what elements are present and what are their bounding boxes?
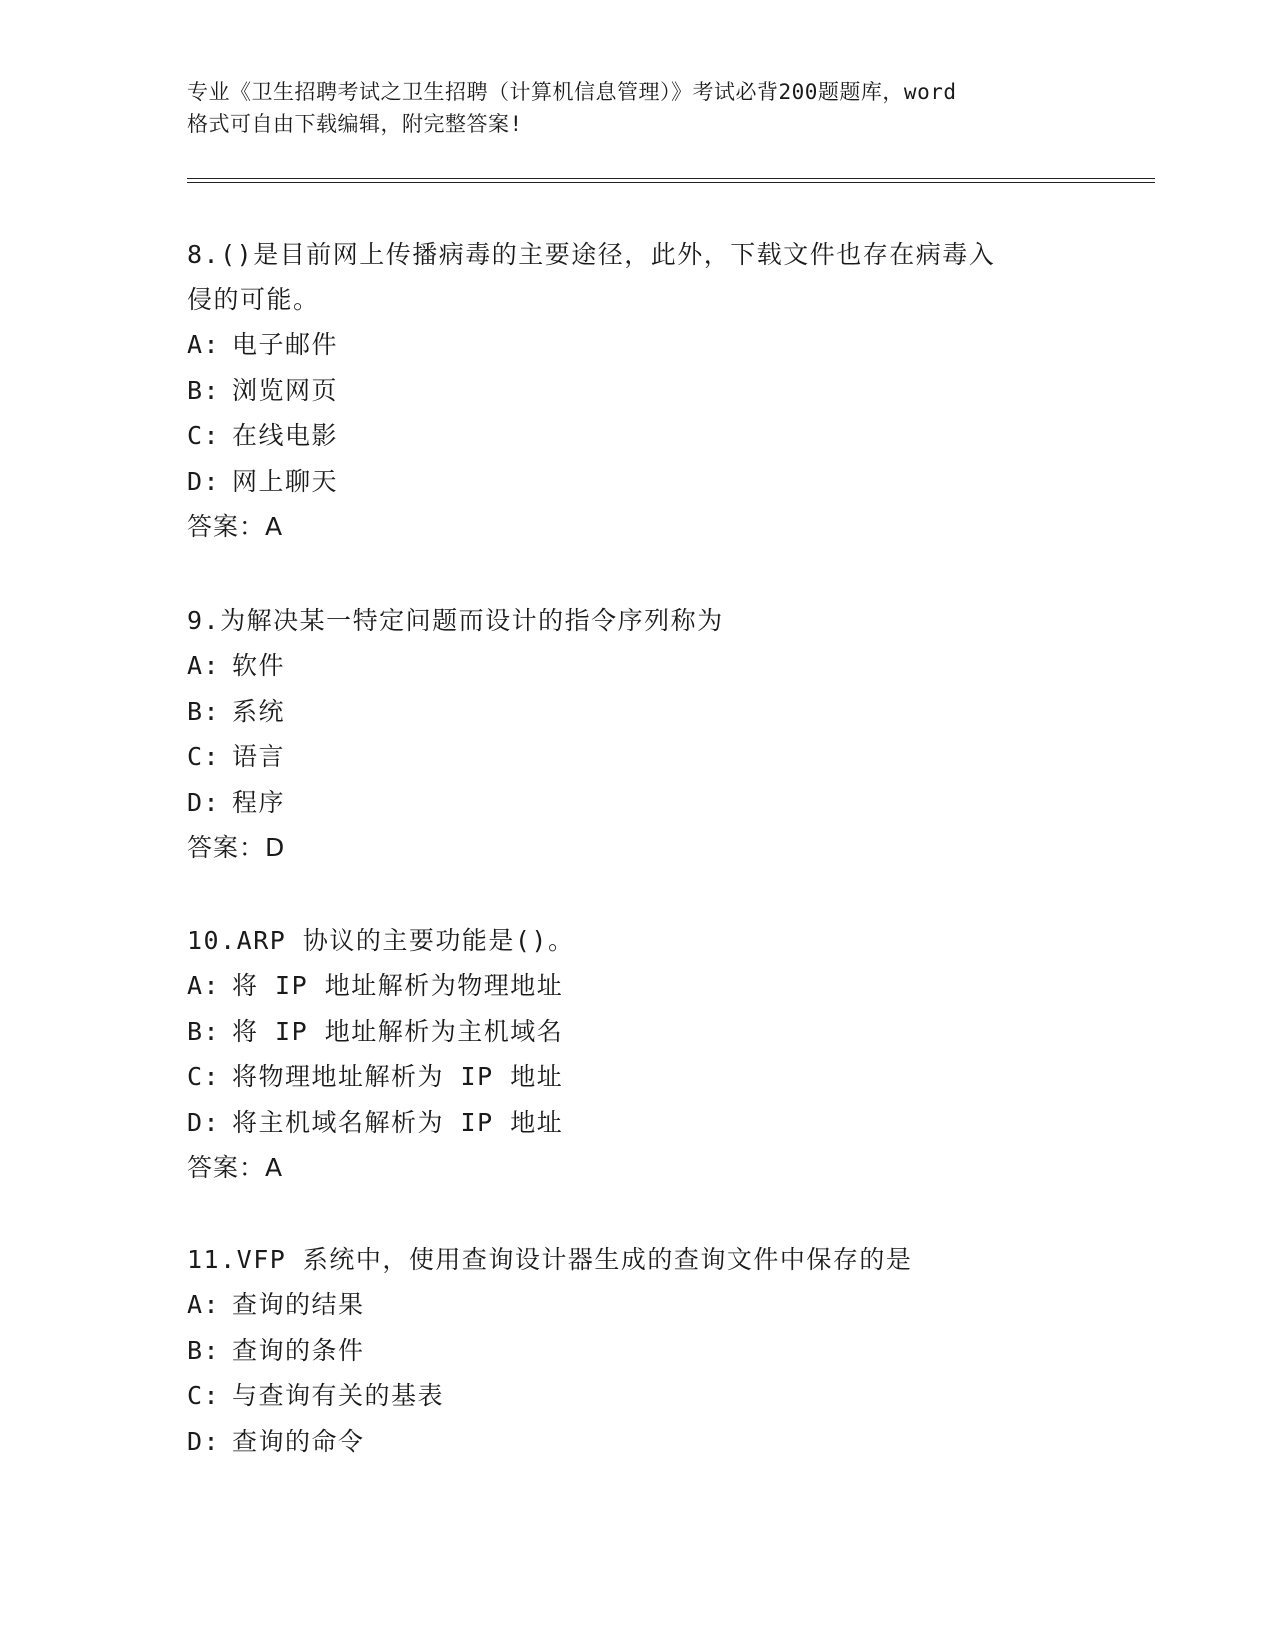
option-text: 查询的命令	[232, 1426, 365, 1456]
answer: 答案：D	[187, 833, 286, 862]
question-10	[187, 918, 1087, 1191]
question-text: 9.为解决某一特定问题而设计的指令序列称为	[187, 606, 724, 635]
option-b	[187, 1009, 1087, 1055]
option-a	[187, 322, 1087, 368]
option-c	[187, 1054, 1087, 1100]
option-a	[187, 963, 1087, 1009]
option-d	[187, 1100, 1087, 1146]
option-letter: C:	[187, 421, 221, 450]
answer: 答案：A	[187, 512, 284, 541]
option-text: 浏览网页	[232, 375, 339, 405]
question-text: 8.()是目前网上传播病毒的主要途径，此外，下载文件也存在病毒入	[187, 240, 996, 269]
option-text: 网上聊天	[232, 466, 339, 496]
option-text: 将主机域名解析为 IP 地址	[232, 1107, 564, 1137]
option-b	[187, 1328, 1087, 1374]
option-text: 在线电影	[232, 421, 339, 450]
option-letter: A:	[187, 330, 221, 359]
option-letter: A:	[187, 651, 221, 680]
option-c	[187, 734, 1087, 780]
option-d	[187, 459, 1087, 505]
option-d	[187, 780, 1087, 826]
option-b	[187, 689, 1087, 735]
option-text: 软件	[232, 651, 286, 680]
header-divider-bottom	[187, 182, 1155, 183]
option-letter: D:	[187, 787, 221, 817]
option-letter: B:	[187, 1016, 221, 1046]
option-text: 与查询有关的基表	[232, 1381, 445, 1410]
header-line-1: 专业《卫生招聘考试之卫生招聘（计算机信息管理）》考试必背200题题库，word	[187, 80, 957, 104]
option-text: 查询的结果	[232, 1290, 365, 1319]
question-11	[187, 1237, 1087, 1464]
option-text: 将 IP 地址解析为物理地址	[232, 971, 564, 1000]
option-letter: C:	[187, 1062, 221, 1091]
option-b	[187, 368, 1087, 414]
option-a	[187, 643, 1087, 689]
question-8	[187, 232, 1087, 550]
option-letter: B:	[187, 696, 221, 726]
option-letter: B:	[187, 1335, 221, 1365]
option-letter: A:	[187, 1290, 221, 1319]
question-text: 10.ARP 协议的主要功能是()。	[187, 926, 575, 955]
option-text: 系统	[232, 696, 286, 726]
option-text: 将物理地址解析为 IP 地址	[232, 1062, 564, 1091]
option-c	[187, 1373, 1087, 1419]
option-text: 将 IP 地址解析为主机域名	[232, 1016, 564, 1046]
question-text-continued: 侵的可能。	[187, 285, 320, 314]
question-text: 11.VFP 系统中，使用查询设计器生成的查询文件中保存的是	[187, 1245, 913, 1274]
option-letter: A:	[187, 971, 221, 1000]
answer: 答案：A	[187, 1153, 284, 1182]
option-letter: B:	[187, 375, 221, 405]
header-divider-top	[187, 178, 1155, 179]
option-d	[187, 1419, 1087, 1465]
header-line-2: 格式可自由下载编辑，附完整答案!	[187, 112, 523, 136]
option-letter: D:	[187, 1107, 221, 1137]
option-letter: C:	[187, 1381, 221, 1410]
option-letter: D:	[187, 1426, 221, 1456]
option-text: 语言	[232, 742, 286, 771]
option-letter: C:	[187, 742, 221, 771]
question-9	[187, 598, 1087, 871]
option-a	[187, 1282, 1087, 1328]
option-letter: D:	[187, 466, 221, 496]
document-header	[187, 76, 1087, 140]
option-c	[187, 413, 1087, 459]
option-text: 电子邮件	[232, 330, 339, 359]
option-text: 查询的条件	[232, 1335, 365, 1365]
option-text: 程序	[232, 787, 286, 817]
